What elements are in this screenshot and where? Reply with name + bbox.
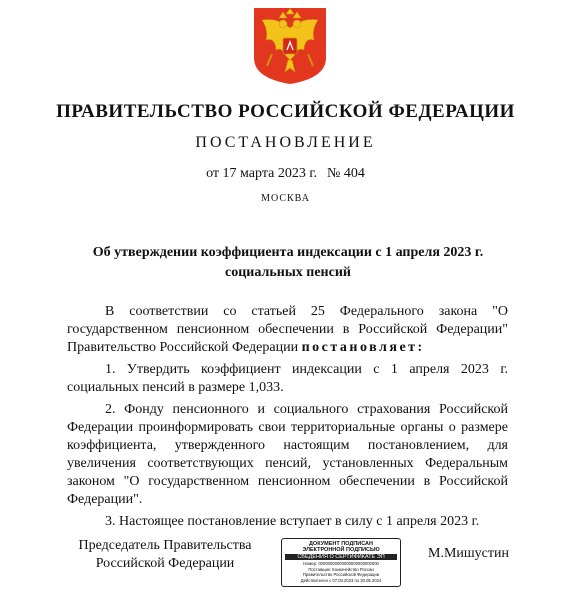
stamp-line: ЭЛЕКТРОННОЙ ПОДПИСЬЮ xyxy=(302,547,380,553)
item-paragraph: 2. Фонду пенсионного и социального страхования Российской Федерации проинформировать свои территориальные органы о размере коэффициента, утвержденного настоящим постановлением, для увеличения соответствующих пенсий, установленных Федеральным законом "О государственном пенсионном обеспечении в Российской Федерации". xyxy=(67,402,508,507)
item-paragraph: 1. Утвердить коэффициент индексации с 1 апреля 2023 г. социальных пенсий в размере 1,033. xyxy=(67,362,508,395)
coat-of-arms-icon xyxy=(252,6,328,86)
date-number-line xyxy=(0,166,571,182)
document-number: № 404 xyxy=(327,166,365,181)
document-date: от 17 марта 2023 г. xyxy=(206,166,318,181)
subject-line: Об утверждении коэффициента индексации с 1 апреля 2023 г. xyxy=(92,245,484,260)
intro-text: В соответствии со статьей 25 Федерального закона "О государственном пенсионном обеспечении в Российской Федерации" Правительство Российской Федерации xyxy=(67,304,508,355)
document-body xyxy=(67,303,508,535)
signer-position xyxy=(70,537,260,573)
item-paragraph: 3. Настоящее постановление вступает в силу с 1 апреля 2023 г. xyxy=(105,514,480,529)
stamp-certificate-bar: СВЕДЕНИЯ О СЕРТИФИКАТЕ ЭП xyxy=(285,554,397,560)
stamp-detail: Номер: 00000000000000000000000000 xyxy=(303,561,379,566)
city: МОСКВА xyxy=(261,193,310,204)
stamp-detail: Правительство Российской Федерации xyxy=(302,572,380,578)
document-type: ПОСТАНОВЛЕНИЕ xyxy=(195,134,376,151)
subject-line: социальных пенсий xyxy=(225,265,351,280)
stamp-line: ДОКУМЕНТ ПОДПИСАН xyxy=(309,541,373,547)
document-subject xyxy=(70,243,506,283)
stamp-detail: Поставщик: Казначейство России xyxy=(308,566,374,572)
stamp-detail: Действителен с 07.03.2023 по 30.05.2024 xyxy=(300,577,382,583)
government-title: ПРАВИТЕЛЬСТВО РОССИЙСКОЙ ФЕДЕРАЦИИ xyxy=(56,101,515,122)
electronic-signature-stamp xyxy=(281,538,401,587)
intro-paragraph xyxy=(67,303,508,357)
decree-word: постановляет: xyxy=(301,340,425,355)
signer-position-line: Председатель Правительства xyxy=(78,538,252,553)
signer-name: М.Мишустин xyxy=(428,546,509,561)
signer-position-line: Российской Федерации xyxy=(95,556,235,571)
